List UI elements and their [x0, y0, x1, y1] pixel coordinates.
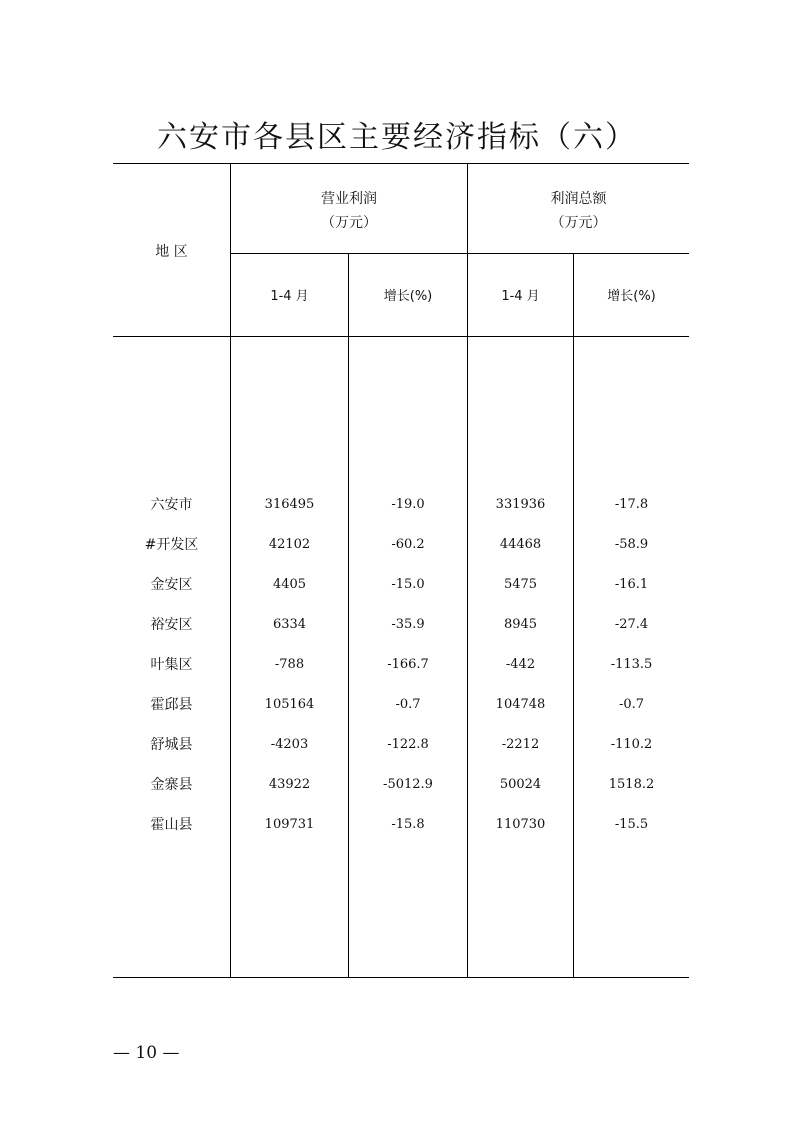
table-top-rule: [113, 163, 689, 164]
row-op-profit: 6334: [272, 617, 307, 632]
row-region: #开发区: [144, 537, 199, 553]
row-op-profit: 105164: [264, 697, 315, 712]
row-region: 霍山县: [150, 817, 193, 833]
row-total-growth: -110.2: [610, 737, 653, 752]
header-op-period: 1-4 月: [270, 289, 309, 304]
header-region: 地 区: [155, 244, 188, 260]
row-op-profit: -788: [274, 657, 305, 672]
row-op-profit: 42102: [268, 537, 311, 552]
row-op-growth: -166.7: [387, 657, 429, 672]
row-op-profit: 109731: [264, 817, 315, 832]
row-region: 霍邱县: [150, 697, 193, 713]
row-total-growth: -58.9: [614, 537, 649, 552]
row-total-growth: 1518.2: [608, 777, 655, 792]
row-total-growth: -17.8: [614, 497, 649, 512]
row-region: 舒城县: [150, 737, 193, 753]
row-total-profit: 331936: [495, 497, 546, 512]
row-op-growth: -15.0: [391, 577, 425, 592]
row-total-profit: 104748: [495, 697, 546, 712]
header-group-rule: [231, 253, 689, 254]
row-op-profit: -4203: [270, 737, 309, 752]
row-region: 裕安区: [150, 617, 193, 633]
row-region: 叶集区: [150, 657, 193, 673]
row-op-growth: -35.9: [391, 617, 425, 632]
header-total-period: 1-4 月: [501, 289, 540, 304]
row-op-profit: 316495: [264, 497, 315, 512]
header-bottom-rule: [113, 336, 689, 337]
header-op-profit: 营业利润: [321, 191, 377, 207]
header-total-profit-unit: （万元）: [550, 215, 607, 231]
header-total-growth: 增长(%): [607, 289, 656, 304]
header-op-profit-unit: （万元）: [321, 215, 377, 231]
header-total-profit: 利润总额: [550, 191, 607, 207]
row-region: 金安区: [150, 577, 193, 593]
row-total-profit: -442: [505, 657, 536, 672]
row-total-profit: 50024: [499, 777, 542, 792]
row-total-profit: 8945: [503, 617, 538, 632]
page-number: — 10 —: [113, 1043, 180, 1063]
row-op-growth: -19.0: [391, 497, 425, 512]
row-total-growth: -0.7: [618, 697, 645, 712]
row-region: 金寨县: [150, 777, 193, 793]
row-op-growth: -15.8: [391, 817, 425, 832]
row-total-profit: 5475: [503, 577, 538, 592]
header-op-growth: 增长(%): [383, 289, 433, 304]
row-op-growth: -122.8: [387, 737, 429, 752]
row-total-growth: -15.5: [614, 817, 649, 832]
row-op-profit: 43922: [268, 777, 311, 792]
row-op-profit: 4405: [272, 577, 307, 592]
row-total-growth: -113.5: [610, 657, 653, 672]
row-total-growth: -16.1: [614, 577, 649, 592]
row-op-growth: -60.2: [391, 537, 425, 552]
economic-indicators-table: [113, 163, 689, 978]
row-op-growth: -0.7: [395, 697, 421, 712]
row-total-profit: -2212: [501, 737, 540, 752]
row-total-growth: -27.4: [614, 617, 649, 632]
row-total-profit: 110730: [495, 817, 546, 832]
row-op-growth: -5012.9: [383, 777, 433, 792]
table-bottom-rule: [113, 977, 689, 978]
page-title: 六安市各县区主要经济指标（六）: [157, 120, 637, 155]
row-total-profit: 44468: [499, 537, 542, 552]
row-region: 六安市: [150, 497, 193, 513]
